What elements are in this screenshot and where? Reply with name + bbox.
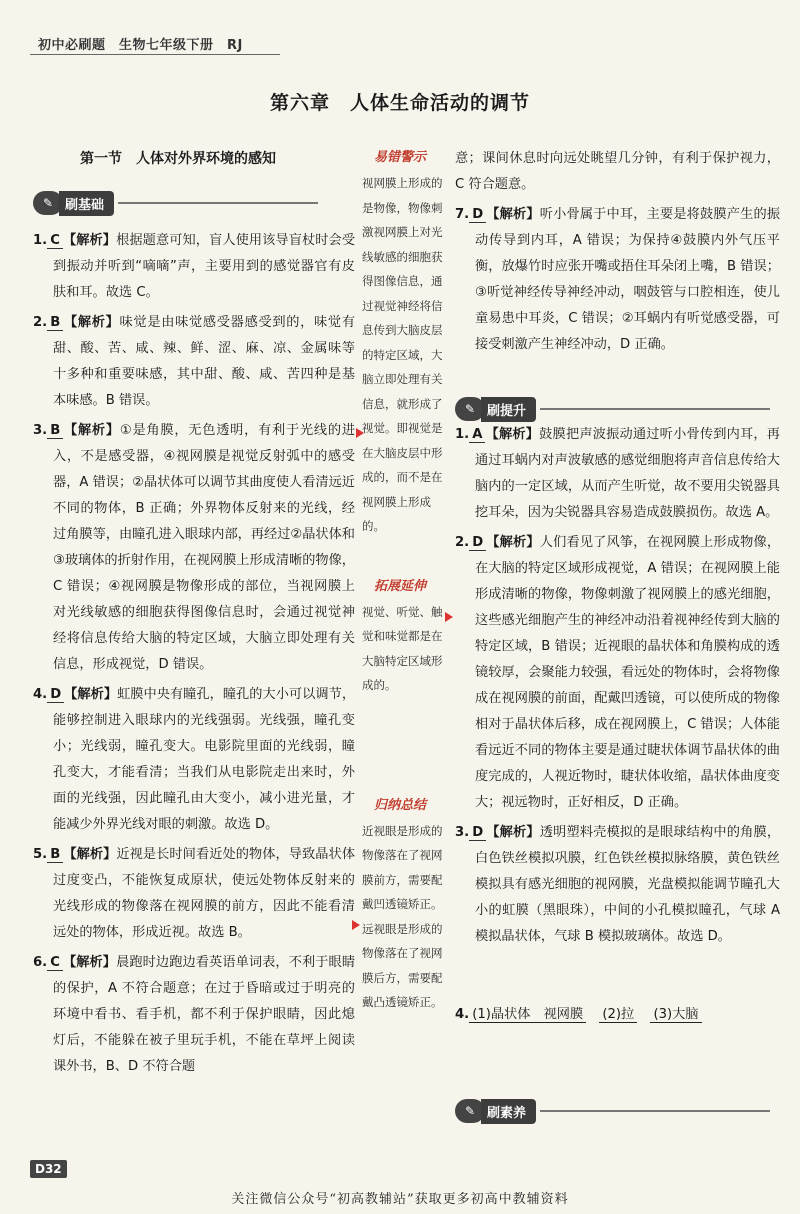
answer-item: 7. D 【解析】听小骨属于中耳，主要是将鼓膜产生的振动传导到内耳，A 错误；为保持④鼓膜内外气压平衡，放爆竹时应张开嘴或捂住耳朵闭上嘴，B 错误；③听觉神经传导神经冲动，咽鼓管与口腔相连，使儿童易患中耳炎，C 错误；②耳蜗内有听觉感受器，可接受刺激产生神经冲动，D 正确。 [455, 207, 781, 352]
tip-summary [362, 794, 448, 1015]
pencil-icon: ✎ [33, 191, 63, 215]
tip-title: 拓展延伸 [374, 578, 427, 594]
footer-note: 关注微信公众号“初高教辅站”获取更多初高中教辅资料 [231, 1192, 569, 1207]
left-answer-column [33, 228, 355, 1084]
tip-title: 易错警示 [374, 150, 427, 165]
tip-body: 近视眼是形成的物像落在了视网膜前方，需要配戴凹透镜矫正。远视眼是形成的物像落在了视网膜后方，需要配戴凸透镜矫正。 [362, 823, 443, 1009]
right-answer-column [455, 146, 780, 1032]
badge-basic [33, 190, 318, 216]
badge-rule [540, 408, 770, 410]
answer-item: 3. B 【解析】①是角膜，无色透明，有利于光线的进入，不是感受器，④视网膜是视觉反射弧中的感受器，A 错误；②晶状体可以调节其曲度使人看清远近不同的物体，B 正确；外界物体反射来的光线，经过角膜等，由瞳孔进入眼球内部，再经过②晶状体和③玻璃体的折射作用，在视网膜上形成清晰的物像，C 错误；④视网膜是物像形成的部位，当视网膜上对光线敏感的细胞获得图像信息时，会通过视觉神经将信息传给大脑的特定区域，大脑立即处理有关信息，形成视觉，D 错误。 [33, 423, 356, 672]
tips-sidebar [362, 146, 448, 1029]
pencil-icon: ✎ [455, 1099, 485, 1123]
tip-extension [362, 575, 448, 698]
answer-item: 5. B 【解析】近视是长时间看近处的物体，导致晶状体过度变凸，不能恢复成原状，使远处物体反射来的光线形成的物像落在视网膜的前方，因此不能看清远处的物体，形成近视。故选 B。 [33, 847, 356, 940]
page-number: D32 [30, 1160, 67, 1178]
pointer-arrow-icon [352, 920, 360, 930]
tip-title: 归纳总结 [374, 797, 427, 813]
tip-body: 视觉、听觉、触觉和味觉都是在大脑特定区域形成的。 [362, 604, 443, 692]
badge-basic-label: 刷基础 [59, 191, 114, 216]
answer-item: 2. B 【解析】味觉是由味觉感受器感受到的，味觉有甜、酸、苦、咸、辣、鲜、涩、麻、凉、金属味等十多种和重要味感，其中甜、酸、咸、苦四种是基本味感。B 错误。 [33, 315, 356, 408]
tip-body: 视网膜上形成的是物像，物像刺激视网膜上对光线敏感的细胞获得图像信息，通过视觉神经将信息传到大脑皮层的特定区域，大脑立即处理有关信息，就形成了视觉。即视觉是在大脑皮层中形成的，而不是在视网膜上形成的。 [362, 176, 443, 533]
badge-improve-label: 刷提升 [481, 397, 536, 422]
badge-literacy-label: 刷素养 [481, 1099, 536, 1124]
badge-rule [540, 1110, 770, 1112]
chapter-title: 第六章 人体生命活动的调节 [269, 92, 530, 114]
badge-rule [118, 202, 318, 204]
continued-text: 意；课间休息时向远处眺望几分钟，有利于保护视力，C 符合题意。 [455, 151, 780, 192]
badge-improve [455, 396, 770, 422]
answer-item: 1. A 【解析】鼓膜把声波振动通过听小骨传到内耳，再通过耳蜗内对声波敏感的感觉细胞将声音信息传给大脑内的一定区域，从而产生听觉，故不要用尖锐器具挖耳朵，因为尖锐器具容易造成鼓膜损伤。故选 A。 [455, 427, 780, 520]
section-title: 第一节 人体对外界环境的感知 [80, 151, 276, 167]
pencil-icon: ✎ [455, 397, 485, 421]
tip-error-warning [362, 146, 448, 539]
pointer-arrow-icon [445, 612, 453, 622]
answer-item: 4. D 【解析】虹膜中央有瞳孔，瞳孔的大小可以调节，能够控制进入眼球内的光线强弱。光线强，瞳孔变小；光线弱，瞳孔变大。电影院里面的光线弱，瞳孔变大，才能看清；当我们从电影院走出来时，外面的光线强，因此瞳孔由大变小，减小进光量，才能减少外界光线对眼的刺激。故选 D。 [33, 687, 356, 832]
answer-item: 1. C 【解析】根据题意可知，盲人使用该导盲杖时会受到振动并听到“嘀嘀”声，主要用到的感觉器官有皮肤和耳。故选 C。 [33, 233, 356, 300]
answer-item: 3. D 【解析】透明塑料壳模拟的是眼球结构中的角膜，白色铁丝模拟巩膜，红色铁丝模拟脉络膜，黄色铁丝模拟具有感光细胞的视网膜，光盘模拟能调节瞳孔大小的虹膜（黑眼珠），中间的小孔模拟瞳孔，气球 A 模拟晶状体，气球 B 模拟玻璃体。故选 D。 [455, 825, 781, 944]
answer-item: 6. C 【解析】晨跑时边跑边看英语单词表，不利于眼睛的保护，A 不符合题意；在过于昏暗或过于明亮的环境中看书、看手机，都不利于保护眼睛，因此熄灯后，不能躲在被子里玩手机，不能在草坪上阅读课外书，B、D 不符合题 [33, 955, 356, 1074]
answer-item: 4. (1)晶状体 视网膜 (2)拉 (3)大脑 [455, 1002, 780, 1028]
book-title: 初中必刷题 生物七年级下册 RJ [38, 38, 243, 53]
pointer-arrow-icon [356, 428, 364, 438]
header-divider [30, 54, 280, 55]
answer-item: 2. D 【解析】人们看见了风筝，在视网膜上形成物像，在大脑的特定区域形成视觉，A 错误；在视网膜上能形成清晰的物像，物像刺激了视网膜上的感光细胞，这些感光细胞产生的神经冲动沿着视神经传到大脑的特定区域，B 错误；近视眼的晶状体和角膜构成的透镜较厚，会聚能力较强，看远处的物体时，会将物像成在视网膜的前面，配戴凹透镜，可以使所成的物像相对于晶状体后移，成在视网膜上，C 错误；人体能看远近不同的物体主要是通过睫状体调节晶状体的曲度完成的，人视近物时，睫状体收缩，晶状体曲度变大；视远物时，正好相反，D 正确。 [455, 535, 781, 810]
badge-literacy [455, 1098, 770, 1124]
